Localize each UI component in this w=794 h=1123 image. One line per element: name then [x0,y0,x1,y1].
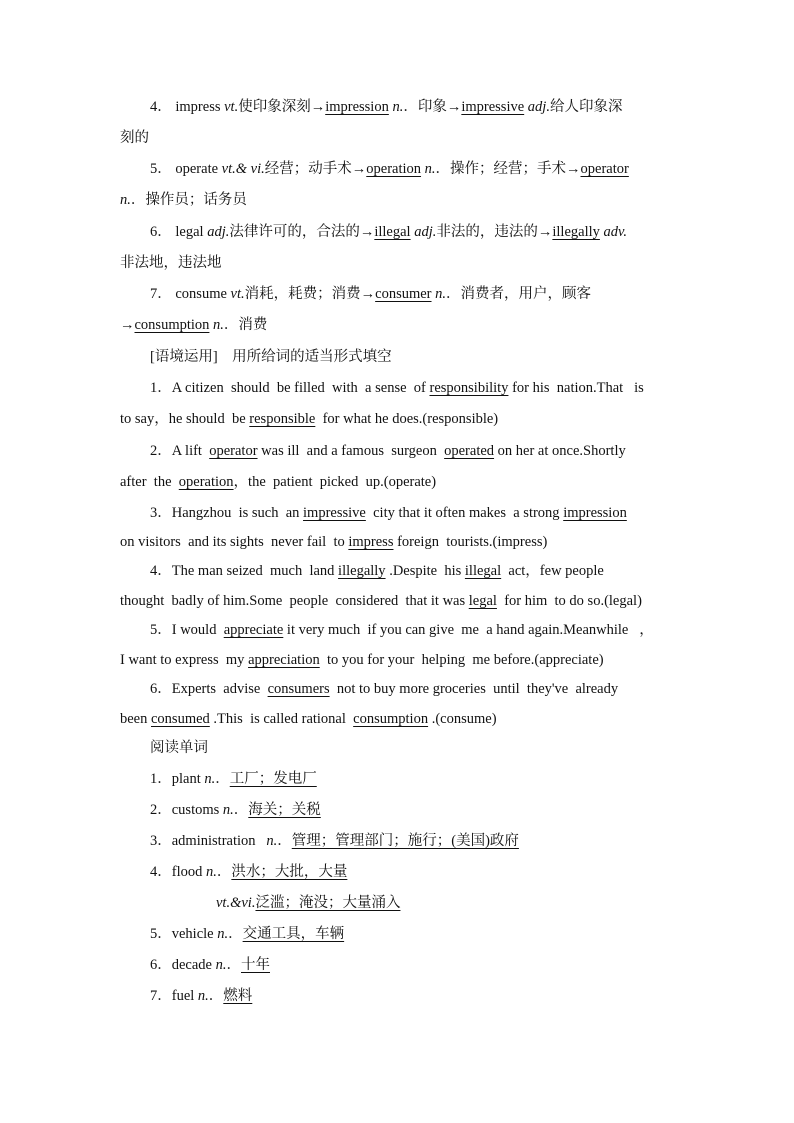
exercise-text: .Despite his [385,563,465,579]
section-instruction: 用所给词的适当形式填空 [232,349,392,365]
answer-blank: 洪水；大批，大量 [231,864,348,880]
exercise-4-cont [120,591,642,611]
arrow: → [120,317,135,333]
section-title: 阅读单词 [150,740,208,756]
section-title: [语境运用] [150,349,218,365]
headword: customs [171,802,220,818]
answer-blank: operated [444,443,495,459]
part-of-speech: n. [392,99,404,115]
part-of-speech: n. [197,988,209,1004]
part-of-speech: vt.&vi. [216,895,256,911]
answer-blank: impressive [303,505,366,521]
answer-blank: 海关；关税 [248,802,321,818]
answer-blank: 燃料 [223,988,253,1004]
exercise-text: foreign tourists.(impress) [393,534,548,550]
headword: vehicle [171,926,214,942]
meaning: ．操作员；话务员 [130,192,247,208]
exercise-text: on her at once.Shortly [494,443,626,459]
headword: legal [175,224,204,240]
answer-blank: consumption [353,711,429,727]
meaning: ．消费者，用户，顾客 [446,286,592,302]
answer-blank: illegally [552,224,600,240]
part-of-speech: vt. [224,99,239,115]
answer-blank: operator [580,161,629,177]
vocab-item-6 [150,222,627,242]
part-of-speech: n. [213,317,224,333]
exercise-text: 5．I would [150,622,224,638]
exercise-2-cont [120,472,436,492]
meaning: 法律许可的，合法的→ [229,224,375,240]
exercise-3 [150,503,627,523]
part-of-speech: adj. [527,99,550,115]
exercise-text: 2．A lift [150,443,210,459]
exercise-5-cont [120,650,604,670]
separator: ． [216,864,232,880]
exercise-5 [150,620,654,640]
reading-item-2 [150,800,321,820]
meaning: 经营；动手术→ [264,161,367,177]
part-of-speech: vt.& vi. [221,161,265,177]
answer-blank: illegally [338,563,386,579]
item-number: 5． [150,161,172,177]
separator: ． [228,926,243,942]
exercise-text: to you for your helping me before.(appreciate) [319,652,604,668]
reading-item-3 [150,831,519,851]
reading-item-5 [150,924,344,944]
exercise-text: after the [120,474,179,490]
exercise-text: 4．The man seized much land [150,563,339,579]
part-of-speech: n. [222,802,234,818]
headword: plant [171,771,201,787]
meaning: 给人印象深 [549,99,623,115]
exercise-text: on visitors and its sights never fail to [120,534,349,550]
answer-blank: consumed [151,711,210,727]
exercise-text: thought badly of him.Some people considered that it was [120,593,469,609]
answer-blank: legal [468,593,497,609]
vocab-item-7 [150,284,591,304]
exercise-text: I want to express my [120,652,249,668]
exercise-text: not to buy more groceries until they've already [329,681,619,697]
item-number: 7． [150,286,172,302]
headword: flood [171,864,203,880]
part-of-speech: n. [215,957,227,973]
answer-blank: illegal [464,563,502,579]
reading-item-1 [150,769,317,789]
vocab-item-6-cont [120,253,222,273]
part-of-speech: n. [120,192,131,208]
headword: impress [175,99,221,115]
exercise-text: for his nation.That is [508,380,644,396]
answer-blank: 十年 [241,957,270,973]
answer-blank: appreciate [223,622,284,638]
separator: ． [277,833,292,849]
exercise-text: .(consume) [428,711,497,727]
exercise-6-cont [120,709,497,729]
answer-blank: impressive [461,99,525,115]
exercise-text: it very much if you can give me a hand again.Meanwhile ， [283,622,654,638]
item-number: 7． [150,988,172,1004]
part-of-speech: n. [266,833,278,849]
part-of-speech: n. [435,286,447,302]
exercise-text: act，few people [501,563,604,579]
item-number: 4． [150,864,172,880]
item-number: 6． [150,224,172,240]
item-number: 4． [150,99,172,115]
headword: administration [171,833,256,849]
meaning: ．消费 [223,317,268,333]
vocab-item-4 [150,97,622,117]
vocab-item-4-cont [120,128,149,148]
part-of-speech: adv. [603,224,628,240]
part-of-speech: n. [424,161,436,177]
item-number: 6． [150,957,172,973]
exercise-text: 1．A citizen should be filled with a sense of [150,380,430,396]
reading-item-7 [150,986,252,1006]
answer-blank: 交通工具，车辆 [242,926,345,942]
answer-blank: consumer [375,286,432,302]
answer-blank: impression [325,99,389,115]
exercise-3-cont [120,532,547,552]
exercise-text: to say，he should be [120,411,250,427]
meaning: 消耗，耗费；消费→ [244,286,376,302]
item-number: 2． [150,802,172,818]
answer-blank: 工厂；发电厂 [229,771,317,787]
separator: ． [208,988,224,1004]
answer-blank: impress [348,534,394,550]
reading-item-4-cont [216,893,400,913]
item-number: 3． [150,833,172,849]
exercise-text: been [120,711,151,727]
answer-blank: illegal [374,224,411,240]
answer-blank: impression [563,505,627,521]
item-number: 1． [150,771,172,787]
answer-blank: appreciation [248,652,320,668]
part-of-speech: adj. [207,224,230,240]
exercise-text: for what he does.(responsible) [315,411,499,427]
answer-blank: 管理；管理部门；施行；(美国)政府 [291,833,519,849]
answer-blank: operation [366,161,422,177]
exercise-text: 6．Experts advise [150,681,268,697]
answer-blank: responsibility [429,380,509,396]
section-header-reading [150,738,208,758]
exercise-text: ，the patient picked up.(operate) [233,474,437,490]
vocab-item-5 [150,159,629,179]
part-of-speech: adj. [414,224,437,240]
exercise-2 [150,441,626,461]
answer-blank: operator [209,443,258,459]
part-of-speech: vt. [230,286,245,302]
meaning: 非法地，违法地 [120,255,222,271]
answer-blank: responsible [249,411,316,427]
exercise-1-cont [120,409,498,429]
meaning: 非法的，违法的→ [436,224,553,240]
separator: ． [233,802,249,818]
reading-item-4 [150,862,347,882]
item-number: 5． [150,926,172,942]
exercise-1 [150,378,644,398]
exercise-text: .This is called rational [209,711,354,727]
headword: decade [171,957,212,973]
section-header-context [150,347,392,367]
meaning: 使印象深刻→ [238,99,326,115]
part-of-speech: n. [217,926,229,942]
exercise-4 [150,561,604,581]
separator: ． [215,771,230,787]
part-of-speech: n. [205,864,217,880]
headword: operate [175,161,219,177]
answer-blank: operation [178,474,234,490]
exercise-text: was ill and a famous surgeon [257,443,445,459]
part-of-speech: n. [204,771,216,787]
meaning: ．印象→ [403,99,462,115]
headword: consume [175,286,227,302]
vocab-item-5-cont [120,190,247,210]
headword: fuel [171,988,195,1004]
reading-item-6 [150,955,270,975]
vocab-item-7-cont [120,315,267,335]
meaning: 刻的 [120,130,149,146]
exercise-text: city that it often makes a strong [365,505,564,521]
exercise-text: for him to do so.(legal) [496,593,642,609]
answer-blank: 泛滥；淹没；大量涌入 [255,895,401,911]
exercise-6 [150,679,618,699]
answer-blank: consumption [134,317,210,333]
answer-blank: consumers [267,681,330,697]
exercise-text: 3．Hangzhou is such an [150,505,304,521]
separator: ． [226,957,241,973]
meaning: ．操作；经营；手术→ [435,161,581,177]
